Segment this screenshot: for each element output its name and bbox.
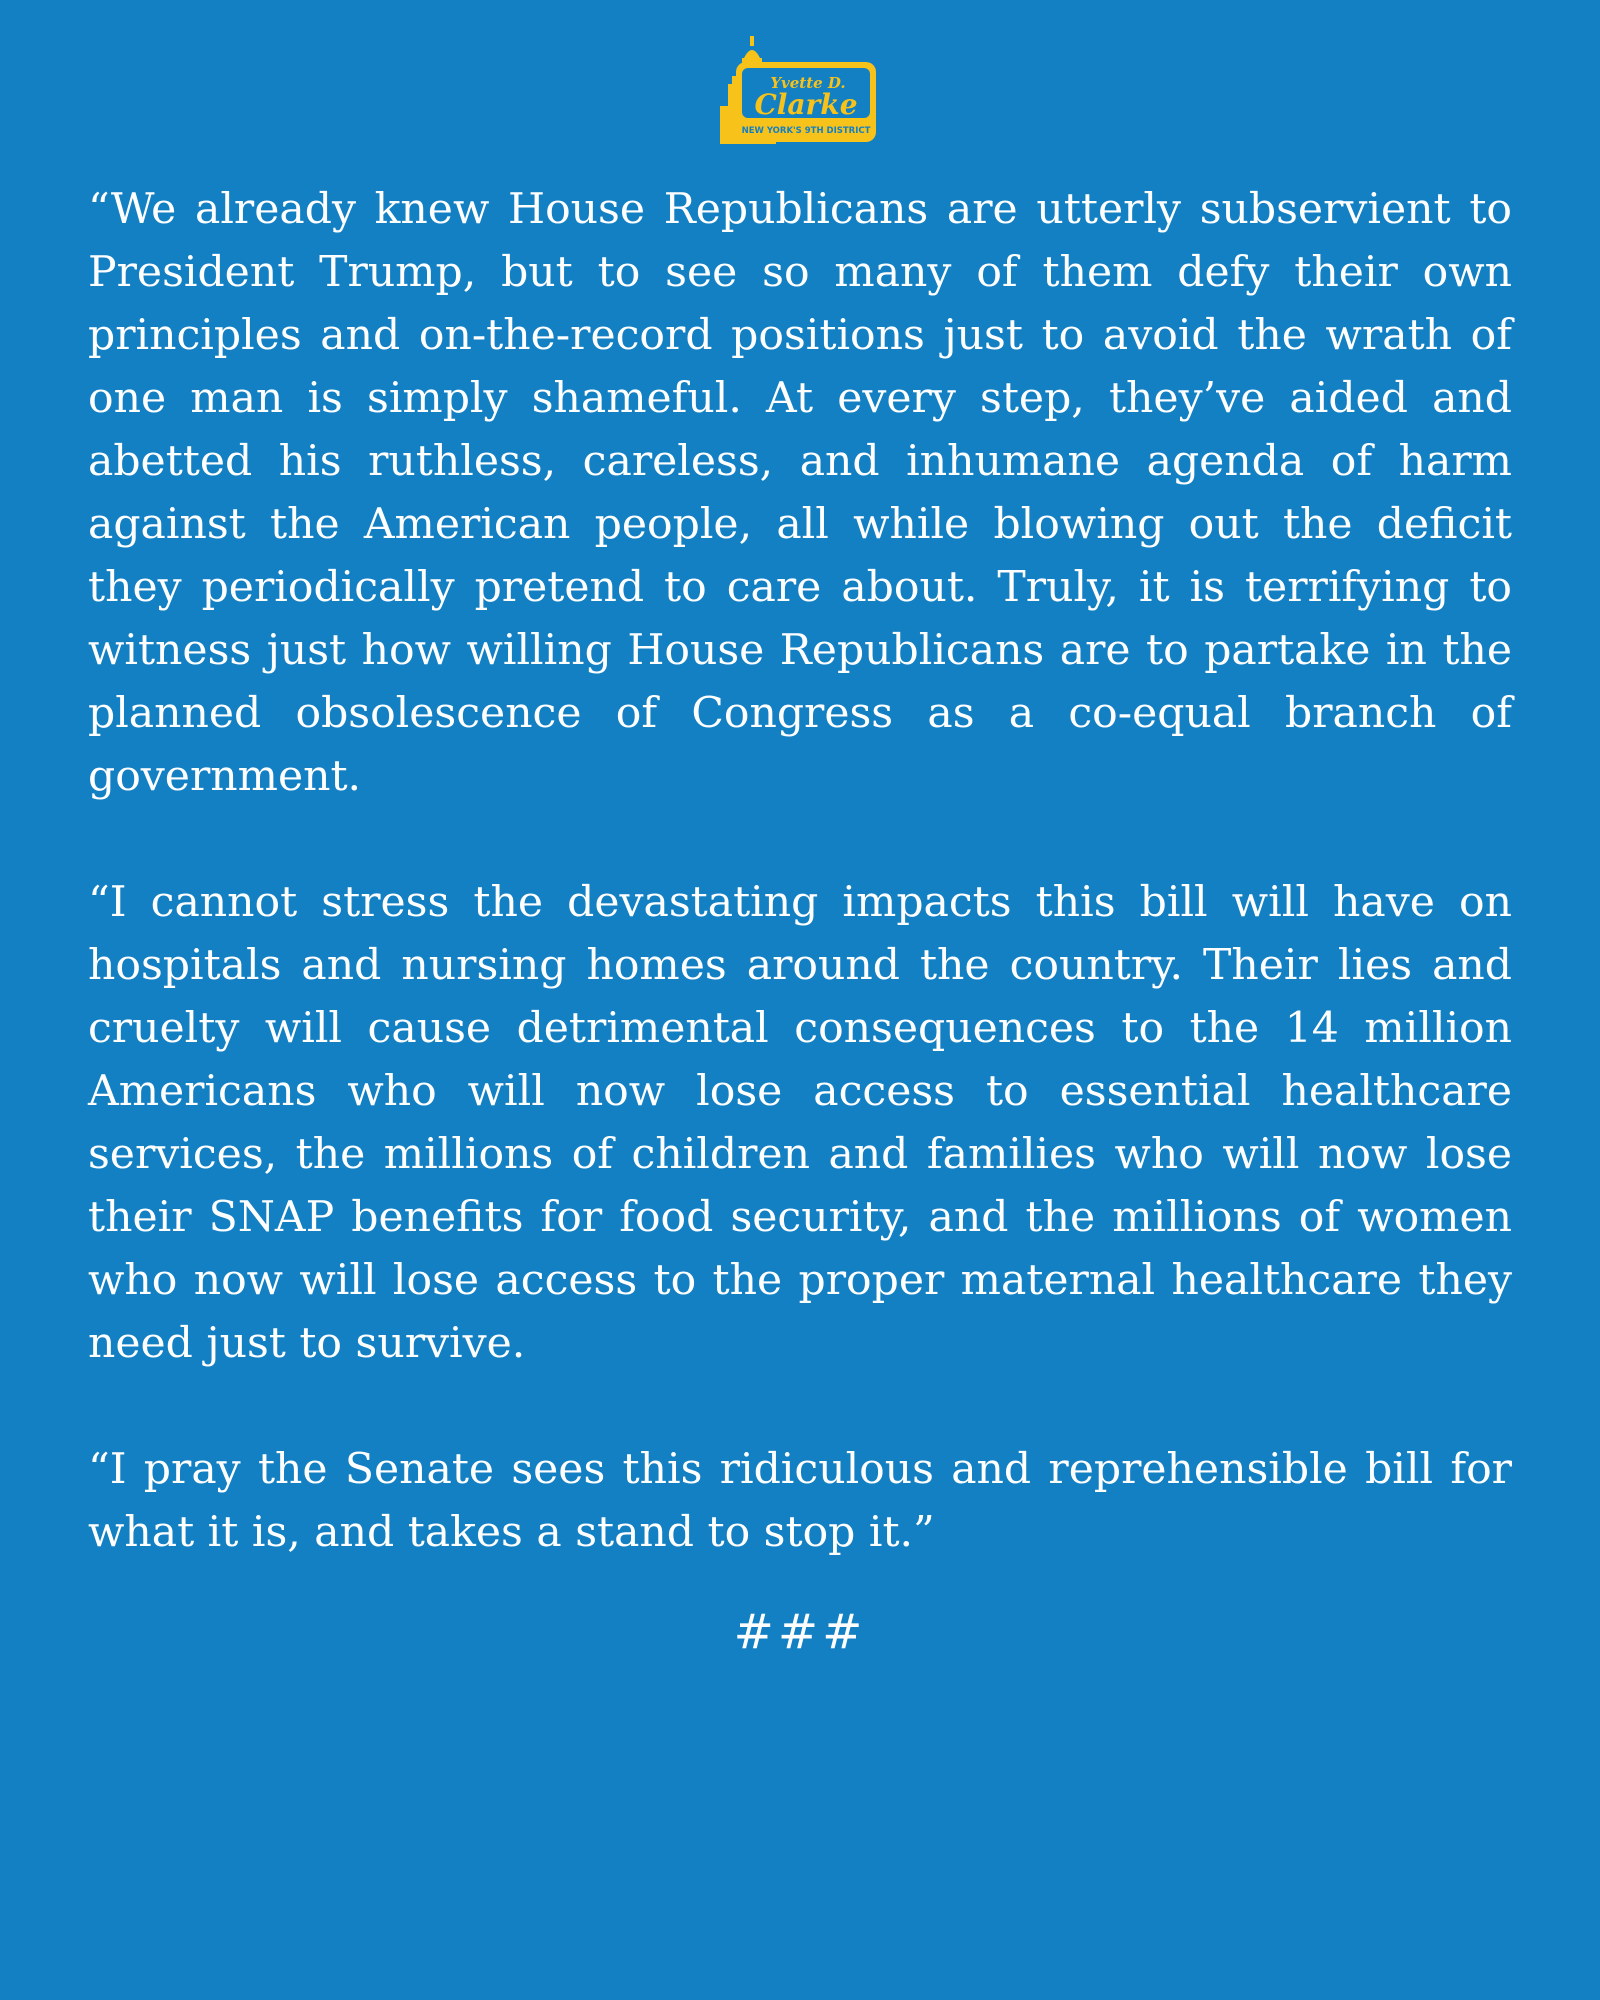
end-mark: ### bbox=[733, 1604, 867, 1660]
statement-paragraph-1: “We already knew House Republicans are utterly subservient to President Trump, but to see so many of them defy their own principles and on-the-record positions just to avoid the wrath of one man is simply shameful. At every step, they’ve aided and abetted his ruthless, careless, and inhumane agenda of harm against the American people, all while blowing out the deficit they periodically pretend to care about. Truly, it is terrifying to witness just how willing House Republicans are to partake in the planned obsolescence of Congress as a co-equal branch of government. bbox=[88, 185, 1512, 801]
statement-paragraph-2: “I cannot stress the devastating impacts this bill will have on hospitals and nursing homes around the country. Their lies and cruelty will cause detrimental consequences to the 14 million Americans who will now lose access to essential healthcare services, the millions of children and families who will now lose their SNAP benefits for food security, and the millions of women who now will lose access to the proper maternal healthcare they need just to survive. bbox=[88, 878, 1512, 1368]
statement-body bbox=[88, 178, 1512, 1627]
logo-district: NEW YORK'S 9TH DISTRICT bbox=[741, 126, 871, 136]
logo-last-name: Clarke bbox=[754, 88, 858, 121]
capitol-dome-logo-graphic bbox=[718, 36, 880, 146]
logo-first-name: Yvette D. bbox=[770, 74, 846, 92]
clarke-logo bbox=[718, 36, 880, 146]
statement-paragraph-3: “I pray the Senate sees this ridiculous and reprehensible bill for what it is, and takes a stand to stop it.” bbox=[88, 1445, 1512, 1557]
